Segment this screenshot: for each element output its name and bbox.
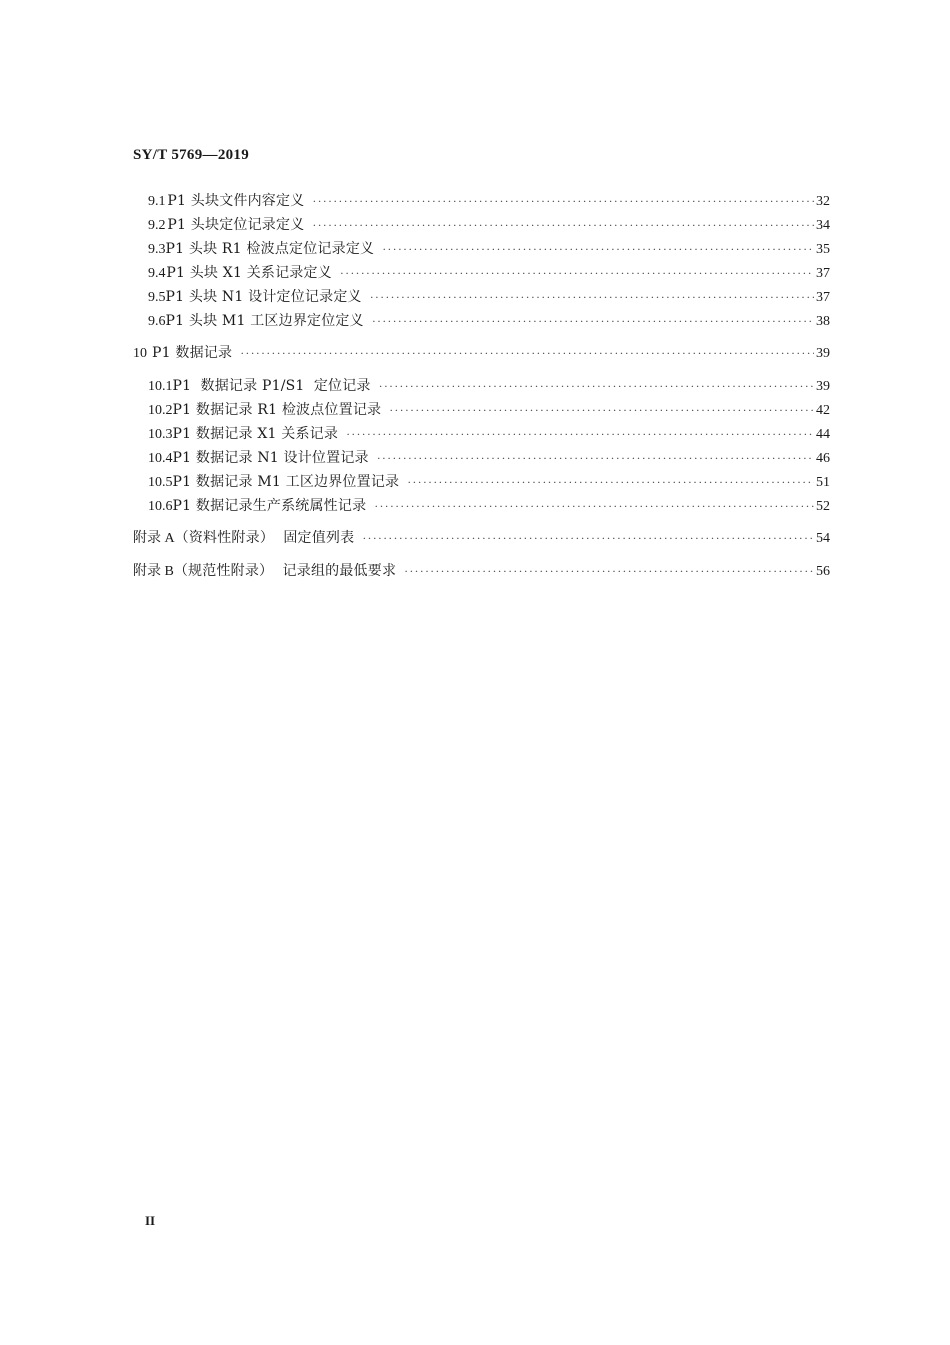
- toc-entry-number: 10.4: [148, 451, 173, 466]
- toc-entry-title: P1 数据记录: [152, 345, 233, 361]
- toc-entry-10-4[interactable]: [148, 448, 830, 468]
- toc-entry-9-2[interactable]: [148, 215, 830, 235]
- toc-entry-page: 39: [816, 379, 830, 394]
- toc-entry-9-5[interactable]: [148, 287, 830, 307]
- toc-entry-number: 9.5: [148, 290, 166, 305]
- toc-entry-page: 54: [816, 531, 830, 546]
- toc-leader-dots: [374, 496, 814, 516]
- toc-leader-dots: [312, 215, 814, 235]
- toc-entry-10-5[interactable]: [148, 472, 830, 492]
- toc-entry-title: （规范性附录） 记录组的最低要求: [173, 563, 397, 579]
- toc-entry-number: 附录 B: [133, 564, 174, 579]
- toc-entry-number: 9.2: [148, 218, 166, 233]
- toc-entry-page: 46: [816, 451, 830, 466]
- toc-leader-dots: [372, 311, 814, 331]
- toc-leader-dots: [370, 287, 814, 307]
- toc-leader-dots: [362, 528, 814, 548]
- toc-entry-title: P1 头块 R1 检波点定位记录定义: [165, 241, 375, 257]
- toc-entry-page: 37: [816, 266, 830, 281]
- toc-entry-page: 35: [816, 242, 830, 257]
- toc-entry-9-1[interactable]: [148, 191, 830, 211]
- toc-entry-10-1[interactable]: [148, 376, 830, 396]
- toc-leader-dots: [340, 263, 814, 283]
- page-number: II: [145, 1213, 156, 1228]
- toc-leader-dots: [382, 239, 814, 259]
- toc-entry-number: 10: [133, 346, 147, 361]
- toc-entry-9-6[interactable]: [148, 311, 830, 331]
- toc-entry-page: 39: [816, 346, 830, 361]
- toc-entry-9-3[interactable]: [148, 239, 830, 259]
- toc-leader-dots: [389, 400, 814, 420]
- toc-entry-title: P1 头块文件内容定义: [167, 193, 305, 209]
- toc-leader-dots: [404, 561, 814, 581]
- toc-entry-page: 56: [816, 564, 830, 579]
- toc-entry-page: 32: [816, 194, 830, 209]
- toc-entry-title: P1 数据记录 N1 设计位置记录: [172, 450, 369, 466]
- toc-entry-title: P1 数据记录 P1/S1 定位记录: [172, 378, 371, 394]
- toc-entry-10[interactable]: [133, 343, 830, 363]
- toc-entry-title: P1 头块 M1 工区边界定位定义: [165, 313, 364, 329]
- toc-entry-title: P1 数据记录 M1 工区边界位置记录: [172, 474, 400, 490]
- toc-entry-title: （资料性附录） 固定值列表: [174, 530, 355, 546]
- toc-leader-dots: [407, 472, 814, 492]
- toc-entry-appendix-b[interactable]: [133, 561, 830, 581]
- toc-entry-page: 51: [816, 475, 830, 490]
- toc-entry-title: P1 头块定位记录定义: [167, 217, 305, 233]
- toc-entry-page: 38: [816, 314, 830, 329]
- toc-entry-title: P1 头块 X1 关系记录定义: [166, 265, 332, 281]
- toc-entry-10-2[interactable]: [148, 400, 830, 420]
- toc-entry-page: 34: [816, 218, 830, 233]
- toc-entry-number: 附录 A: [133, 531, 175, 546]
- toc-entry-appendix-a[interactable]: [133, 528, 830, 548]
- toc-entry-title: P1 数据记录生产系统属性记录: [172, 498, 367, 514]
- toc-entry-number: 10.6: [148, 499, 173, 514]
- toc-entry-number: 9.6: [148, 314, 166, 329]
- toc-entry-number: 9.4: [148, 266, 166, 281]
- toc-entry-page: 37: [816, 290, 830, 305]
- standard-code: SY/T 5769—2019: [133, 147, 250, 163]
- toc-entry-number: 9.3: [148, 242, 166, 257]
- toc-entry-title: P1 头块 N1 设计定位记录定义: [165, 289, 362, 305]
- toc-entry-10-6[interactable]: [148, 496, 830, 516]
- toc-entry-page: 44: [816, 427, 830, 442]
- toc-entry-page: 42: [816, 403, 830, 418]
- toc-entry-page: 52: [816, 499, 830, 514]
- toc-leader-dots: [240, 343, 814, 363]
- toc-entry-number: 9.1: [148, 194, 166, 209]
- toc-leader-dots: [377, 448, 814, 468]
- toc-entry-number: 10.5: [148, 475, 173, 490]
- toc-entry-number: 10.1: [148, 379, 173, 394]
- toc-entry-10-3[interactable]: [148, 424, 830, 444]
- toc-leader-dots: [379, 376, 814, 396]
- toc-entry-title: P1 数据记录 X1 关系记录: [172, 426, 339, 442]
- toc-entry-number: 10.3: [148, 427, 173, 442]
- toc-leader-dots: [312, 191, 814, 211]
- toc-entry-number: 10.2: [148, 403, 173, 418]
- toc-entry-title: P1 数据记录 R1 检波点位置记录: [172, 402, 382, 418]
- toc-leader-dots: [346, 424, 814, 444]
- toc-entry-9-4[interactable]: [148, 263, 830, 283]
